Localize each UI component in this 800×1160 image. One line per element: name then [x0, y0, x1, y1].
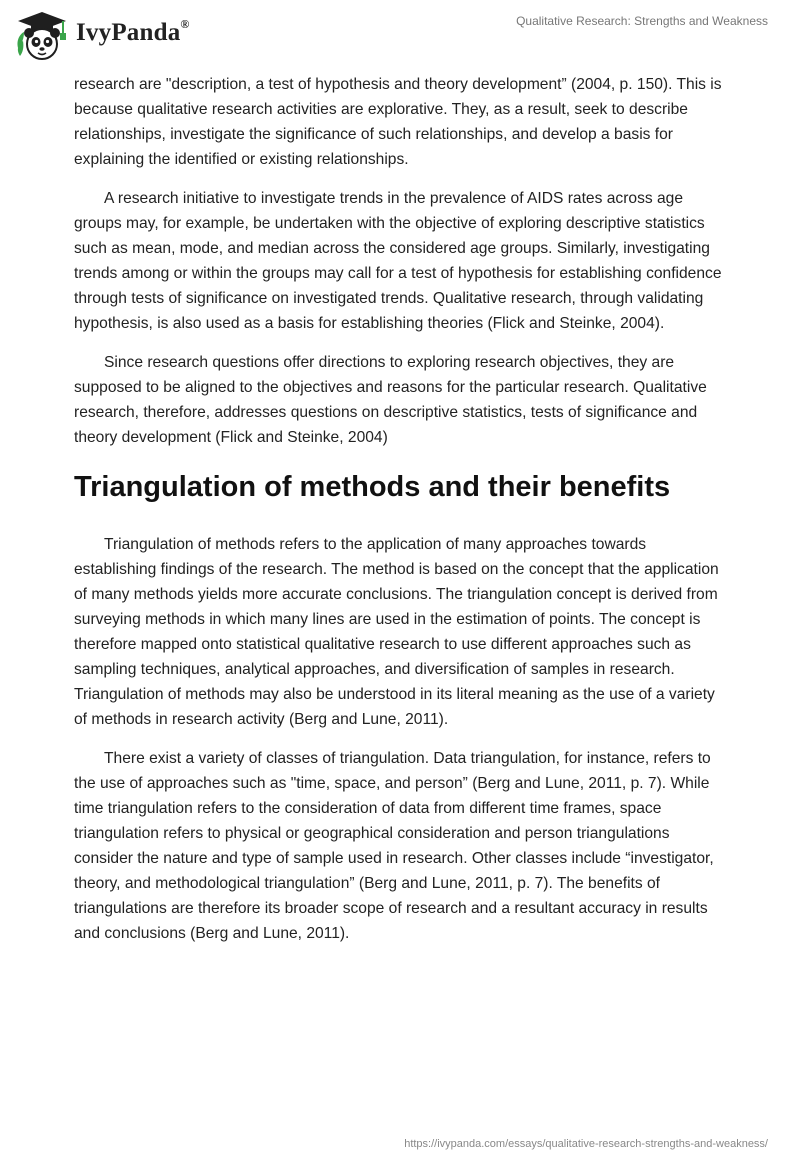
source-url[interactable]: https://ivypanda.com/essays/qualitative-research-strengths-and-weakness/ [404, 1138, 768, 1150]
section-heading: Triangulation of methods and their benefits [74, 471, 671, 503]
page-header [0, 0, 800, 72]
paragraph: research are "description, a test of hypothesis and theory development” (2004, p. 150). This is because qualitative research activities are explorative. They, as a result, seek to describe relationships, investigate the significance of such relationships, and develop a basis for explaining the identified or existing relationships. [74, 76, 722, 168]
paragraph: There exist a variety of classes of triangulation. Data triangulation, for instance, refers to the use of approaches such as "time, space, and person” (Berg and Lune, 2011, p. 7). While time triangulation refers to the consideration of data from different time frames, space triangulation refers to physical or geographical consideration and person triangulations consider the nature and type of sample used in research. Other classes include “investigator, theory, and methodological triangulation” (Berg and Lune, 2011, p. 7). The benefits of triangulations are therefore its broader scope of research and a resultant accuracy in results and conclusions (Berg and Lune, 2011). [74, 750, 714, 942]
essay-content [74, 72, 726, 960]
paragraph: Triangulation of methods refers to the application of many approaches towards establishing findings of the research. The method is based on the concept that the application of many methods yields more accurate conclusions. The triangulation concept is derived from surveying methods in which many lines are used in the estimation of points. The concept is therefore mapped onto statistical qualitative research to use different approaches such as sampling techniques, analytical approaches, and diversification of samples in research. Triangulation of methods may also be understood in its literal meaning as the use of a variety of methods in research activity (Berg and Lune, 2011). [74, 536, 719, 728]
document-title: Qualitative Research: Strengths and Weakness [516, 14, 768, 28]
paragraph: Since research questions offer directions to exploring research objectives, they are supposed to be aligned to the objectives and reasons for the particular research. Qualitative research, therefore, addresses questions on descriptive statistics, tests of significance and theory development (Flick and Steinke, 2004) [74, 354, 707, 446]
registered-mark: ® [180, 17, 190, 31]
brand-name[interactable]: IvyPanda® [76, 17, 190, 46]
panda-graduate-logo-icon[interactable] [14, 8, 70, 64]
paragraph: A research initiative to investigate trends in the prevalence of AIDS rates across age groups may, for example, be undertaken with the objective of exploring descriptive statistics such as mean, mode, and median across the considered age groups. Similarly, investigating trends among or within the groups may call for a test of hypothesis for establishing confidence through tests of significance on investigated trends. Qualitative research, through validating hypothesis, is also used as a basis for establishing theories (Flick and Steinke, 2004). [74, 190, 722, 332]
